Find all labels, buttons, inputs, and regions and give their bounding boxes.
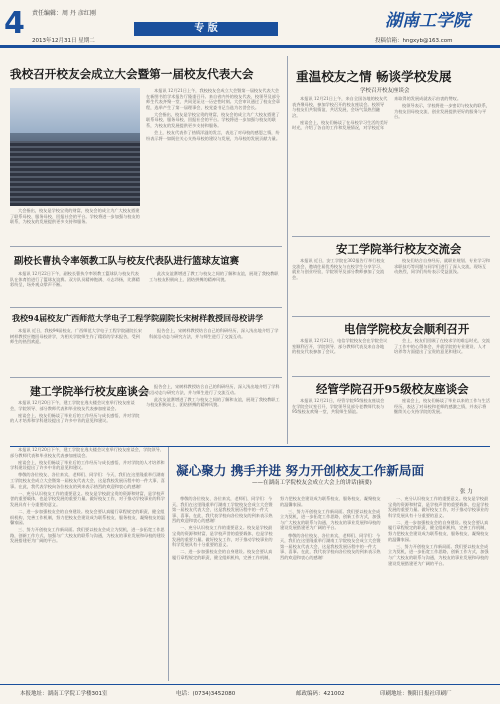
author-main-speech: 张 力 bbox=[460, 489, 473, 495]
editors-line: 责任编辑：周 丹 彦红刚 bbox=[32, 10, 96, 17]
article-alumni-forum-cont: 大会指出，校友是学校宝贵的财富，校友会的成立为广大校友搭建了联系母校、服务母校、回报社会的平台。学校将进一步加强与校友的联系，为校友的发展提供更多支持和服务。 bbox=[10, 208, 140, 225]
article-alumni-forum: 本报讯 12月21日上午，我校校友会成立大会暨第一届校友代表大会在新图书馆学术报告厅隆重召开。来自省内外的校友代表、校领导及部分师生代表齐聚一堂，共同见证这一历史性时刻。大会审议通过了校友会章程，选举产生了第一届理事会，校党委书记当选为名誉会长。 大会指出，校友是学校宝贵的财富，校友会的成立为广大校友搭建了联系母校、服务母校、回报社会的平台。学校将进一步加强与校友的联系，为校友的发展提供更多支持和服务。 会上，校友代表作了热情洋溢的发言，表达了对母校的感恩之情，纷纷表示将一如既往关心支持母校的建设与发展，为母校的发展贡献力量。 bbox=[146, 88, 281, 141]
footer-phone: 电话：(0734)3452080 bbox=[176, 691, 236, 697]
article-civil-cont: 本报讯 12月20日下午，建工学院在逸夫楼会议室举行校友座谈会，学院领导、部分教师代表和毕业校友代表参加座谈会。 座谈会上，校友们畅谈了毕业后的工作经历与成长感悟，并对学院的人才培养和学科建设提出了许多中肯的意见和建议。 尊敬的各位校友、各位来宾，老师们、同学们：今天，我们在这里隆重举行湖南工学院校友会成立大会暨第一届校友代表大会，这是我校发展历程中的一件大事、喜事。在此，我代表学校向各位校友的到来表示热烈的欢迎和衷心的感谢！ 一、充分认识校友工作的重要意义。校友是学校最宝贵的资源和财富，是学校声誉的重要载体，也是学校发展的重要力量。做好校友工作，对于推动学校事业的科学发展具有十分重要的意义。 二、进一步加强校友会的自身建设。校友会要认真履行章程规定的职责，健全组织机构，完善工作机制，努力把校友会建设成为联系校友、服务校友、凝聚校友的温馨家园。 三、努力开创校友工作新局面。我们要以校友会成立为契机，进一步拓宽工作思路，创新工作方式，加强与广大校友的联系与沟通，为校友的事业发展和母校的建设发展搭建更为广阔的平台。 bbox=[10, 447, 165, 544]
column-divider bbox=[168, 447, 169, 681]
article-basketball: 本报讯 12月22日下午，副校长曹执令率领教工篮球队与校友代表队在体育馆进行了篮球友谊赛。双方队员精神饱满、斗志昂扬，比赛精彩纷呈，场外观众掌声不断。 此次友谊赛增进了教工与校友之间的了解和友谊，展现了我校教职工与校友积极向上、团结拼搏的精神风貌。 bbox=[10, 271, 279, 288]
headline-main-speech: 凝心聚力 携手并进 努力开创校友工作新局面 bbox=[176, 463, 425, 478]
divider bbox=[292, 236, 490, 237]
subheadline-main-speech: ——在湖南工学院校友会成立大会上的讲话(摘要) bbox=[252, 480, 372, 486]
newspaper-logo: 湖南工学院 bbox=[385, 11, 470, 31]
subheadline-alumni-welcome: 学校召开校友座谈会 bbox=[360, 88, 410, 94]
conference-photo bbox=[10, 88, 140, 206]
article-electrical: 本报讯 12月21日，电信学院校友会在学院会议室顺利召开，学院领导、部分教师代表及来自各地的校友代表参加了会议。 会上，校友们回顾了在校求学的难忘时光，交流了工作中的心得体会，并就学院的专业建设、人才培养等方面提出了宝贵的意见和建议。 bbox=[292, 338, 490, 355]
divider bbox=[10, 446, 490, 447]
section-banner: 专 版 bbox=[134, 22, 278, 36]
footer-postcode: 邮政编码：421002 bbox=[296, 691, 345, 697]
divider bbox=[10, 377, 282, 378]
divider bbox=[292, 316, 490, 317]
headline-electrical: 电信学院校友会顺利召开 bbox=[344, 322, 470, 336]
article-class94: 本报讯 近日，我校94届校友、广西师范大学电子工程学院副院长宋树样教授应邀回母校讲学，为相关学院师生作了精彩的学术报告，受到师生的热烈欢迎。 报告会上，宋树样教授结合自己的科研经历，深入浅出地介绍了学科前沿动态与研究方法，并与师生进行了交流互动。 bbox=[10, 328, 279, 345]
page-number: 4 bbox=[4, 6, 25, 41]
header-rule bbox=[0, 45, 500, 48]
headline-civil: 建工学院举行校友座谈会 bbox=[30, 385, 149, 398]
headline-alumni-forum: 我校召开校友会成立大会暨第一届校友代表大会 bbox=[10, 67, 254, 81]
article-civil: 本报讯 12月20日下午，建工学院在逸夫楼会议室举行校友座谈会，学院领导、部分教师代表和毕业校友代表参加座谈会。 座谈会上，校友们畅谈了毕业后的工作经历与成长感悟，并对学院的人才培养和学科建设提出了许多中肯的意见和建议。 bbox=[10, 400, 140, 424]
footer-printer: 印刷地址：衡阳日报社印刷厂 bbox=[380, 691, 452, 697]
column-divider bbox=[287, 56, 288, 444]
article-anxin: 本报讯 近日，安工学院在302报告厅举行校友交流会，邀请往届优秀校友与在校学生分享学习、就业与创业经验，学院领导及部分教师参加了交流会。 校友们结合自身经历，就职业规划、专业学习和求职技巧等问题与同学们进行了深入交流，现场互动热烈，同学们纷纷表示受益匪浅。 bbox=[292, 258, 490, 280]
article-alumni-welcome: 本报讯 12月21日上午，来自全国各地的校友代表齐聚母校，参加学校召开的校友座谈会。校领导与校友们共叙情谊、共话发展，会场气氛热烈融洽。 座谈会上，校友们畅谈了在母校学习生活的美好时光，介绍了各自的工作和发展情况，对学校近年来取得的发展成就表示由衷的赞叹。 校领导表示，学校将进一步密切与校友的联系，为校友回母校交流、创业发展提供更好的服务与平台。 bbox=[292, 96, 490, 131]
headline-alumni-welcome: 重温校友之情 畅谈学校发展 bbox=[296, 69, 452, 84]
submission-email: 投稿信箱：hngxyb@163.com bbox=[375, 38, 453, 44]
masthead bbox=[0, 0, 500, 44]
divider bbox=[10, 246, 282, 247]
page-footer bbox=[0, 684, 500, 704]
headline-class94: 我校94届校友广西师范大学电子工程学院副院长宋树样教授回母校讲学 bbox=[12, 313, 264, 323]
headline-econ: 经管学院召开95级校友座谈会 bbox=[316, 382, 469, 396]
footer-address: 本报地址：湖南工学院工学楼301室 bbox=[20, 691, 108, 697]
article-main-speech: 尊敬的各位校友、各位来宾，老师们、同学们：今天，我们在这里隆重举行湖南工学院校友会成立大会暨第一届校友代表大会，这是我校发展历程中的一件大事、喜事。在此，我代表学校向各位校友的到来表示热烈的欢迎和衷心的感谢！ 一、充分认识校友工作的重要意义。校友是学校最宝贵的资源和财富，是学校声誉的重要载体，也是学校发展的重要力量。做好校友工作，对于推动学校事业的科学发展具有十分重要的意义。 二、进一步加强校友会的自身建设。校友会要认真履行章程规定的职责，健全组织机构，完善工作机制，努力把校友会建设成为联系校友、服务校友、凝聚校友的温馨家园。 三、努力开创校友工作新局面。我们要以校友会成立为契机，进一步拓宽工作思路，创新工作方式，加强与广大校友的联系与沟通，为校友的事业发展和母校的建设发展搭建更为广阔的平台。 尊敬的各位校友、各位来宾，老师们、同学们：今天，我们在这里隆重举行湖南工学院校友会成立大会暨第一届校友代表大会，这是我校发展历程中的一件大事、喜事。在此，我代表学校向各位校友的到来表示热烈的欢迎和衷心的感谢！ 一、充分认识校友工作的重要意义。校友是学校最宝贵的资源和财富，是学校声誉的重要载体，也是学校发展的重要力量。做好校友工作，对于推动学校事业的科学发展具有十分重要的意义。 二、进一步加强校友会的自身建设。校友会要认真履行章程规定的职责，健全组织机构，完善工作机制，努力把校友会建设成为联系校友、服务校友、凝聚校友的温馨家园。 三、努力开创校友工作新局面。我们要以校友会成立为契机，进一步拓宽工作思路，创新工作方式，加强与广大校友的联系与沟通，为校友的事业发展和母校的建设发展搭建更为广阔的平台。 bbox=[172, 496, 489, 566]
headline-basketball: 副校长曹执令率领教工队与校友代表队进行篮球友谊赛 bbox=[14, 256, 240, 267]
divider bbox=[292, 376, 490, 377]
article-class94-cont: 报告会上，宋树样教授结合自己的科研经历，深入浅出地介绍了学科前沿动态与研究方法，并与师生进行了交流互动。 此次友谊赛增进了教工与校友之间的了解和友谊，展现了我校教职工与校友积极向上、团结拼搏的精神风貌。 bbox=[146, 384, 280, 408]
article-econ: 本报讯 12月21日，经管学院95级校友座谈会在学院会议室召开，学院领导及部分老教师代表与95级校友欢聚一堂，共叙师生情谊。 座谈会上，校友们畅谈了毕业以来的工作与生活经历，表达了对母校和老师的感激之情，并表示将继续关心支持学院的发展。 bbox=[292, 398, 490, 415]
divider bbox=[10, 307, 282, 308]
headline-anxin: 安工学院举行校友交流会 bbox=[336, 242, 462, 256]
issue-date: 2013年12月31日 星期二 bbox=[32, 38, 95, 44]
